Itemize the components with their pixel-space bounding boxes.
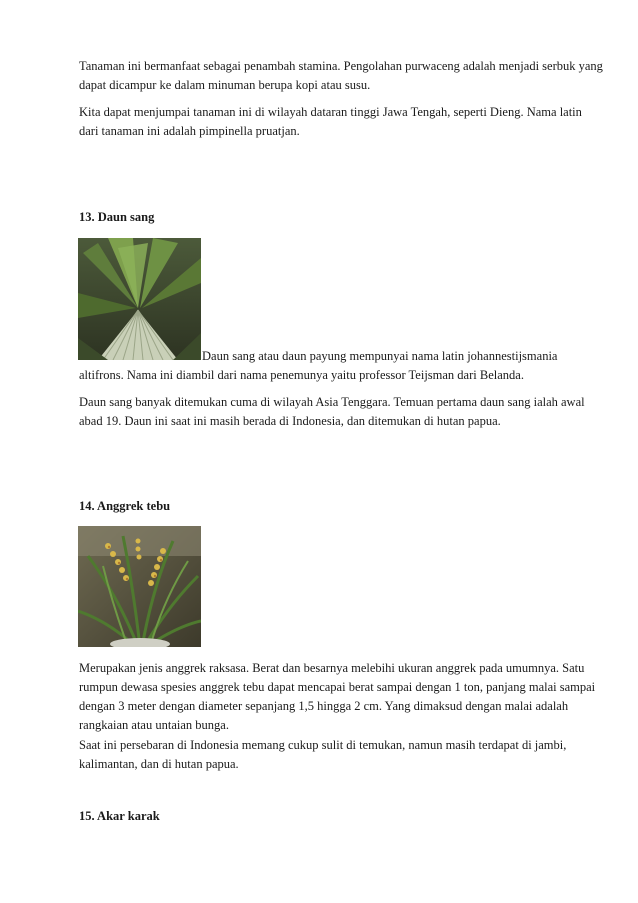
paragraph-daun-sang-caption: Daun sang atau daun payung mempunyai nama latin johannestijsmania altifrons. Nama ini diambil dari nama penemunya yaitu professor Teijsman dari Belanda. [79,349,558,382]
section-heading-13: 13. Daun sang [79,210,155,224]
orchid-plant-photo [78,526,201,647]
paragraph-anggrek-tebu-body-2: Saat ini persebaran di Indonesia memang cukup sulit di temukan, namun masih terdapat di jambi, kalimantan, dan di hutan papua. [79,738,567,771]
paragraph-daun-sang-body: Daun sang banyak ditemukan cuma di wilayah Asia Tenggara. Temuan pertama daun sang ialah awal abad 19. Daun ini saat ini masih berada di Indonesia, dan ditemukan di hutan papua. [79,395,585,428]
orchid-plant-image [78,526,201,647]
paragraph-anggrek-tebu-body-1: Merupakan jenis anggrek raksasa. Berat dan besarnya melebihi ukuran anggrek pada umumnya. Satu rumpun dewasa spesies anggrek tebu dapat mencapai berat sampai dengan 1 ton, panjang malai sampai dengan 3 meter dengan diameter sepanjang 1,5 hingga 2 cm. Yang dimaksud dengan malai adalah rangkaian atau untaian bunga. [79,661,596,732]
palm-leaf-plant-photo [78,238,201,360]
palm-leaf-plant-image [78,238,201,360]
section-heading-14: 14. Anggrek tebu [79,499,171,513]
paragraph-intro-location: Kita dapat menjumpai tanaman ini di wilayah dataran tinggi Jawa Tengah, seperti Dieng. Nama latin dari tanaman ini adalah pimpinella pruatjan. [79,105,582,138]
section-heading-15: 15. Akar karak [79,809,160,823]
paragraph-intro-benefit: Tanaman ini bermanfaat sebagai penambah stamina. Pengolahan purwaceng adalah menjadi serbuk yang dapat dicampur ke dalam minuman berupa kopi atau susu. [79,59,603,92]
